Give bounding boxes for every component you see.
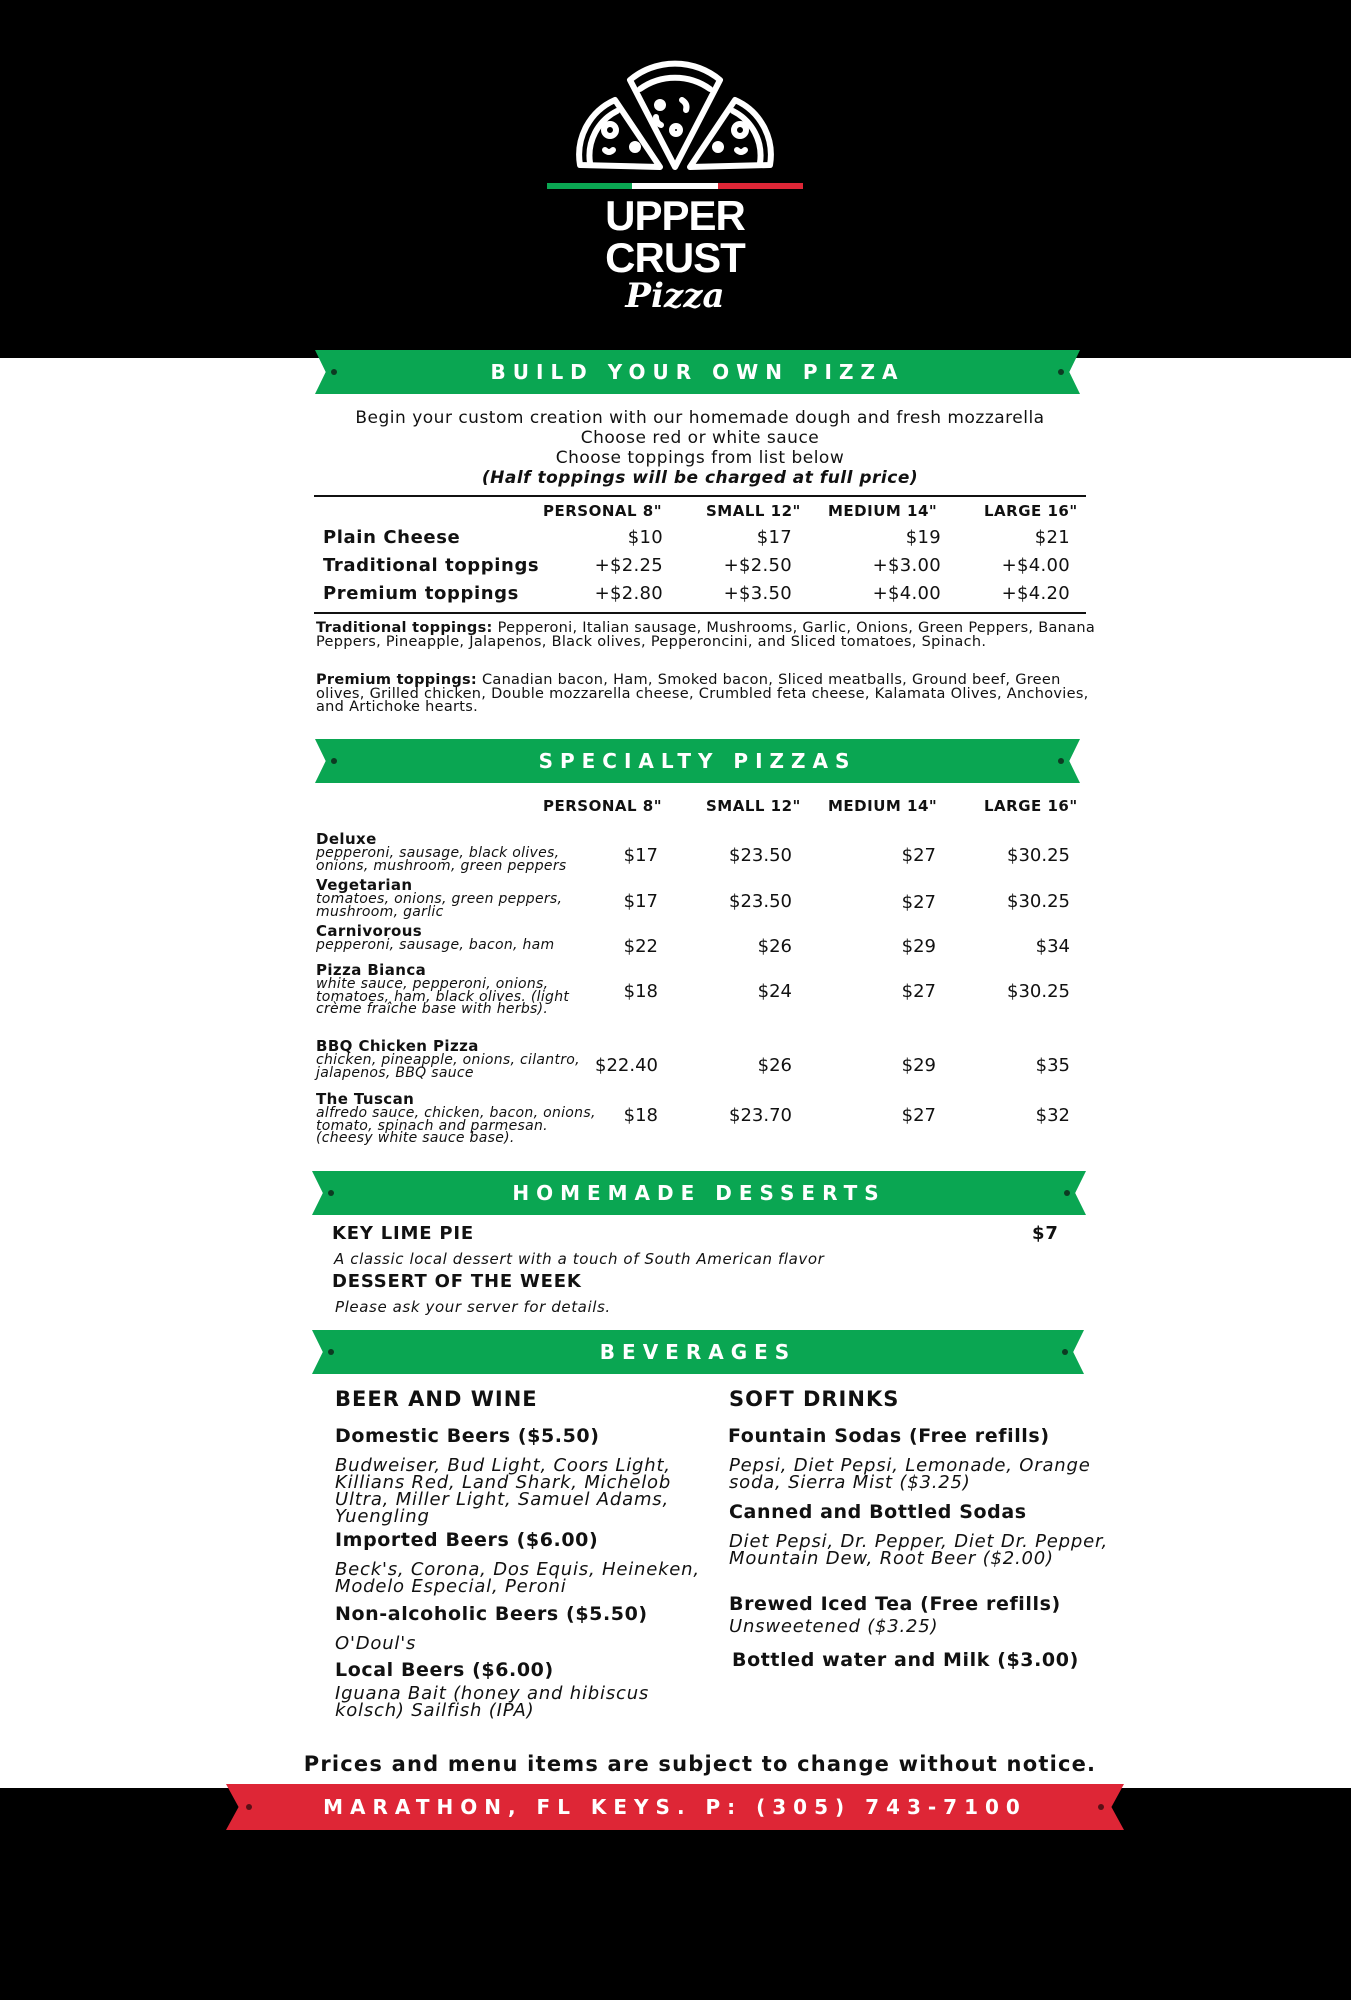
price: $35 (1035, 1055, 1070, 1076)
logo (540, 55, 810, 316)
intro-line: Choose red or white sauce (580, 428, 820, 448)
list-label: Traditional toppings: (316, 620, 493, 636)
price: $23.50 (729, 891, 792, 912)
size-header: SMALL 12" (706, 502, 801, 520)
price-change-notice: Prices and menu items are subject to change without notice. (303, 1752, 1097, 1776)
price: $30.25 (1007, 981, 1070, 1002)
pizza-name: Vegetarian (316, 876, 413, 894)
pizza-name: The Tuscan (316, 1090, 415, 1108)
beverage-category: Bottled water and Milk ($3.00) (732, 1649, 1079, 1671)
price: $26 (757, 1055, 792, 1076)
half-toppings-note: (Half toppings will be charged at full price) (481, 468, 919, 488)
pizza-name: Pizza Bianca (316, 961, 427, 979)
beverage-items: Beck's, Corona, Dos Equis, Heineken, Modelo Especial, Peroni (335, 1559, 700, 1597)
beer-wine-heading: BEER AND WINE (335, 1387, 538, 1411)
beverage-category: Canned and Bottled Sodas (729, 1501, 1027, 1523)
pizza-name: Carnivorous (316, 922, 423, 940)
price: $22.40 (595, 1055, 658, 1076)
premium-toppings-list (316, 674, 1096, 715)
price: +$2.80 (594, 583, 663, 604)
pizza-name: Deluxe (316, 830, 377, 848)
price: $27 (901, 892, 936, 913)
row-label: Premium toppings (323, 583, 519, 604)
flag-stripe (547, 183, 803, 191)
pizza-description: alfredo sauce, chicken, bacon, onions, tomato, spinach and parmesan. (cheesy white sauce base). (316, 1105, 596, 1146)
size-header: LARGE 16" (984, 502, 1078, 520)
price: +$3.50 (723, 583, 792, 604)
price: $27 (901, 981, 936, 1002)
location-phone: MARATHON, FL KEYS. P: (305) 743-7100 (323, 1795, 1027, 1819)
price: $17 (756, 527, 792, 548)
dessert-name: DESSERT OF THE WEEK (332, 1271, 582, 1292)
price: $23.50 (729, 845, 792, 866)
price: $30.25 (1007, 845, 1070, 866)
size-header: PERSONAL 8" (543, 502, 663, 520)
price: +$4.00 (1001, 555, 1070, 576)
list-text: Canadian bacon, Ham, Smoked bacon, Sliced meatballs, Ground beef, Green olives, Grilled chicken, Double mozzarella cheese, Crumbled feta cheese, Kalamata Olives, Anchovies, and Artichoke hearts. (316, 672, 1089, 715)
price: $23.70 (729, 1105, 792, 1126)
price: +$4.20 (1001, 583, 1070, 604)
price: $24 (757, 981, 792, 1002)
dessert-price: $7 (1032, 1223, 1059, 1244)
price: $27 (901, 1105, 936, 1126)
price: +$4.00 (872, 583, 941, 604)
intro-line: Choose toppings from list below (555, 448, 845, 468)
list-text: Pepperoni, Italian sausage, Mushrooms, Garlic, Onions, Green Peppers, Banana Peppers, Pineapple, Jalapenos, Black olives, Pepperoncini, and Sliced tomatoes, Spinach. (316, 620, 1096, 650)
pizza-description: pepperoni, sausage, black olives, onions, mushroom, green peppers (316, 845, 567, 874)
beverage-category: Non-alcoholic Beers ($5.50) (335, 1603, 648, 1625)
price: $10 (627, 527, 663, 548)
size-header: MEDIUM 14" (828, 797, 938, 815)
dessert-description: Please ask your server for details. (335, 1298, 611, 1316)
beverage-category: Fountain Sodas (Free refills) (728, 1425, 1050, 1447)
build-your-own-banner (315, 350, 1080, 394)
price: $22 (623, 936, 658, 957)
price: $18 (623, 1105, 658, 1126)
section-title: HOMEMADE DESSERTS (512, 1181, 886, 1205)
size-header: MEDIUM 14" (828, 502, 938, 520)
price: $29 (901, 936, 936, 957)
pizza-description: white sauce, pepperoni, onions, tomatoes, ham, black olives. (light crème fraîche base with herbs). (316, 976, 570, 1017)
price: $19 (905, 527, 941, 548)
size-header: PERSONAL 8" (543, 797, 663, 815)
beverage-items: Iguana Bait (honey and hibiscus kolsch) Sailfish (IPA) (335, 1683, 650, 1721)
price: $21 (1034, 527, 1070, 548)
price: $30.25 (1007, 891, 1070, 912)
size-header: LARGE 16" (984, 797, 1078, 815)
list-label: Premium toppings: (316, 672, 478, 688)
beverage-category: Domestic Beers ($5.50) (335, 1425, 600, 1447)
divider (314, 612, 1086, 614)
beverage-category: Brewed Iced Tea (Free refills) (729, 1593, 1061, 1615)
beverage-category: Imported Beers ($6.00) (335, 1529, 599, 1551)
beverage-items: Budweiser, Bud Light, Coors Light, Killians Red, Land Shark, Michelob Ultra, Miller Light, Samuel Adams, Yuengling (335, 1455, 672, 1527)
specialty-pizzas-banner (315, 739, 1080, 783)
intro-line: Begin your custom creation with our homemade dough and fresh mozzarella (355, 408, 1045, 428)
brand-subtitle: Pizza (625, 276, 725, 316)
price: $32 (1035, 1105, 1070, 1126)
beverage-category: Local Beers ($6.00) (335, 1659, 554, 1681)
price: +$2.50 (723, 555, 792, 576)
beverage-items: O'Doul's (335, 1633, 417, 1654)
price: $34 (1035, 936, 1070, 957)
row-label: Traditional toppings (323, 555, 540, 576)
build-intro (315, 408, 1085, 488)
desserts-banner (312, 1171, 1086, 1215)
pizza-description: chicken, pineapple, onions, cilantro, jalapenos, BBQ sauce (316, 1052, 580, 1081)
pizza-slices-icon (560, 55, 790, 175)
row-label: Plain Cheese (323, 527, 461, 548)
traditional-toppings-list (316, 622, 1096, 649)
beverage-items: Unsweetened ($3.25) (729, 1616, 939, 1637)
footer-banner (226, 1784, 1124, 1830)
pizza-description: tomatoes, onions, green peppers, mushroom, garlic (316, 891, 563, 920)
beverages-banner (312, 1330, 1084, 1374)
dessert-description: A classic local dessert with a touch of South American flavor (334, 1250, 825, 1268)
pizza-description: pepperoni, sausage, bacon, ham (316, 937, 555, 953)
section-title: SPECIALTY PIZZAS (538, 749, 857, 773)
price: $18 (623, 981, 658, 1002)
divider (314, 495, 1086, 497)
beverage-items: Pepsi, Diet Pepsi, Lemonade, Orange soda, Sierra Mist ($3.25) (729, 1455, 1091, 1493)
pizza-name: BBQ Chicken Pizza (316, 1037, 479, 1055)
price: $17 (623, 845, 658, 866)
section-title: BEVERAGES (599, 1340, 797, 1364)
size-header: SMALL 12" (706, 797, 801, 815)
brand-name: UPPER CRUST (605, 192, 745, 281)
dessert-name: KEY LIME PIE (332, 1223, 474, 1244)
price: +$3.00 (872, 555, 941, 576)
beverage-items: Diet Pepsi, Dr. Pepper, Diet Dr. Pepper, Mountain Dew, Root Beer ($2.00) (729, 1531, 1109, 1569)
price: $29 (901, 1055, 936, 1076)
price: $26 (757, 936, 792, 957)
price: $17 (623, 891, 658, 912)
price: +$2.25 (594, 555, 663, 576)
soft-drinks-heading: SOFT DRINKS (729, 1387, 900, 1411)
price: $27 (901, 845, 936, 866)
section-title: BUILD YOUR OWN PIZZA (490, 360, 905, 384)
